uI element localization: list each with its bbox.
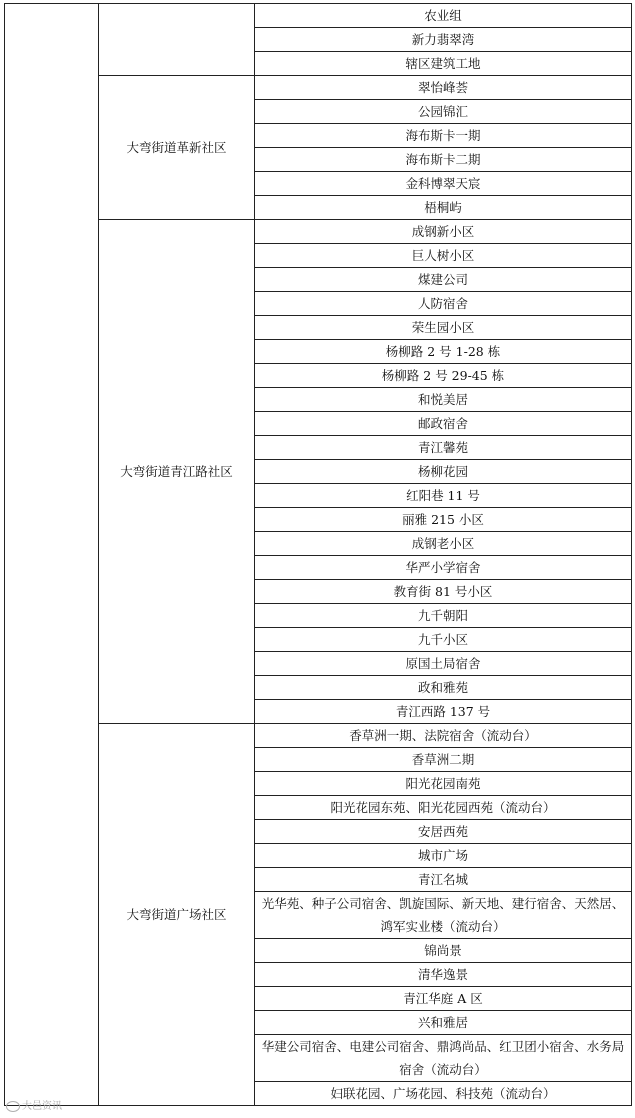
residence-cell: 阳光花园东苑、阳光花园西苑（流动台） [255,796,632,820]
residence-cell: 梧桐屿 [255,196,632,220]
residence-cell: 青江名城 [255,868,632,892]
residence-cell: 锦尚景 [255,939,632,963]
residence-cell: 海布斯卡二期 [255,148,632,172]
table-row [5,4,632,28]
residence-cell: 青江西路 137 号 [255,700,632,724]
watermark [6,1097,62,1112]
residence-cell: 新力翡翠湾 [255,28,632,52]
residence-cell: 城市广场 [255,844,632,868]
residence-cell: 金科博翠天宸 [255,172,632,196]
district-cell [5,4,99,1106]
table-row [5,724,632,748]
residence-cell: 华严小学宿舍 [255,556,632,580]
watermark-logo-icon [6,1101,20,1112]
residence-cell: 九千朝阳 [255,604,632,628]
community-cell [99,4,255,76]
residence-cell: 荣生园小区 [255,316,632,340]
residence-cell: 和悦美居 [255,388,632,412]
table-row [5,220,632,244]
residence-cell: 阳光花园南苑 [255,772,632,796]
residence-cell: 青江华庭 A 区 [255,987,632,1011]
residence-cell: 煤建公司 [255,268,632,292]
residence-cell: 光华苑、种子公司宿舍、凯旋国际、新天地、建行宿舍、天然居、鸿军实业楼（流动台） [255,892,632,939]
residence-cell: 海布斯卡一期 [255,124,632,148]
residence-cell: 教育街 81 号小区 [255,580,632,604]
residence-cell: 杨柳路 2 号 29-45 栋 [255,364,632,388]
residence-cell: 丽雅 215 小区 [255,508,632,532]
residential-area-table [4,3,632,1106]
community-cell: 大弯街道青江路社区 [99,220,255,724]
residence-cell: 辖区建筑工地 [255,52,632,76]
residence-cell: 安居西苑 [255,820,632,844]
residence-cell: 清华逸景 [255,963,632,987]
community-cell: 大弯街道革新社区 [99,76,255,220]
residence-cell: 政和雅苑 [255,676,632,700]
watermark-text: 大邑资讯 [22,1101,62,1112]
residence-cell: 妇联花园、广场花园、科技苑（流动台） [255,1082,632,1106]
residence-cell: 成钢老小区 [255,532,632,556]
table-row [5,76,632,100]
residence-cell: 九千小区 [255,628,632,652]
residence-cell: 原国土局宿舍 [255,652,632,676]
residence-cell: 巨人树小区 [255,244,632,268]
residence-cell: 红阳巷 11 号 [255,484,632,508]
residence-cell: 翠怡峰荟 [255,76,632,100]
residence-cell: 邮政宿舍 [255,412,632,436]
residence-cell: 农业组 [255,4,632,28]
residence-cell: 兴和雅居 [255,1011,632,1035]
residence-cell: 成钢新小区 [255,220,632,244]
community-cell: 大弯街道广场社区 [99,724,255,1106]
residence-cell: 香草洲二期 [255,748,632,772]
table-body [5,4,632,1106]
residence-cell: 青江馨苑 [255,436,632,460]
residence-cell: 人防宿舍 [255,292,632,316]
residence-cell: 杨柳花园 [255,460,632,484]
residence-cell: 杨柳路 2 号 1-28 栋 [255,340,632,364]
residence-cell: 华建公司宿舍、电建公司宿舍、鼎鸿尚品、红卫团小宿舍、水务局宿舍（流动台） [255,1035,632,1082]
residence-cell: 公园锦汇 [255,100,632,124]
residence-cell: 香草洲一期、法院宿舍（流动台） [255,724,632,748]
